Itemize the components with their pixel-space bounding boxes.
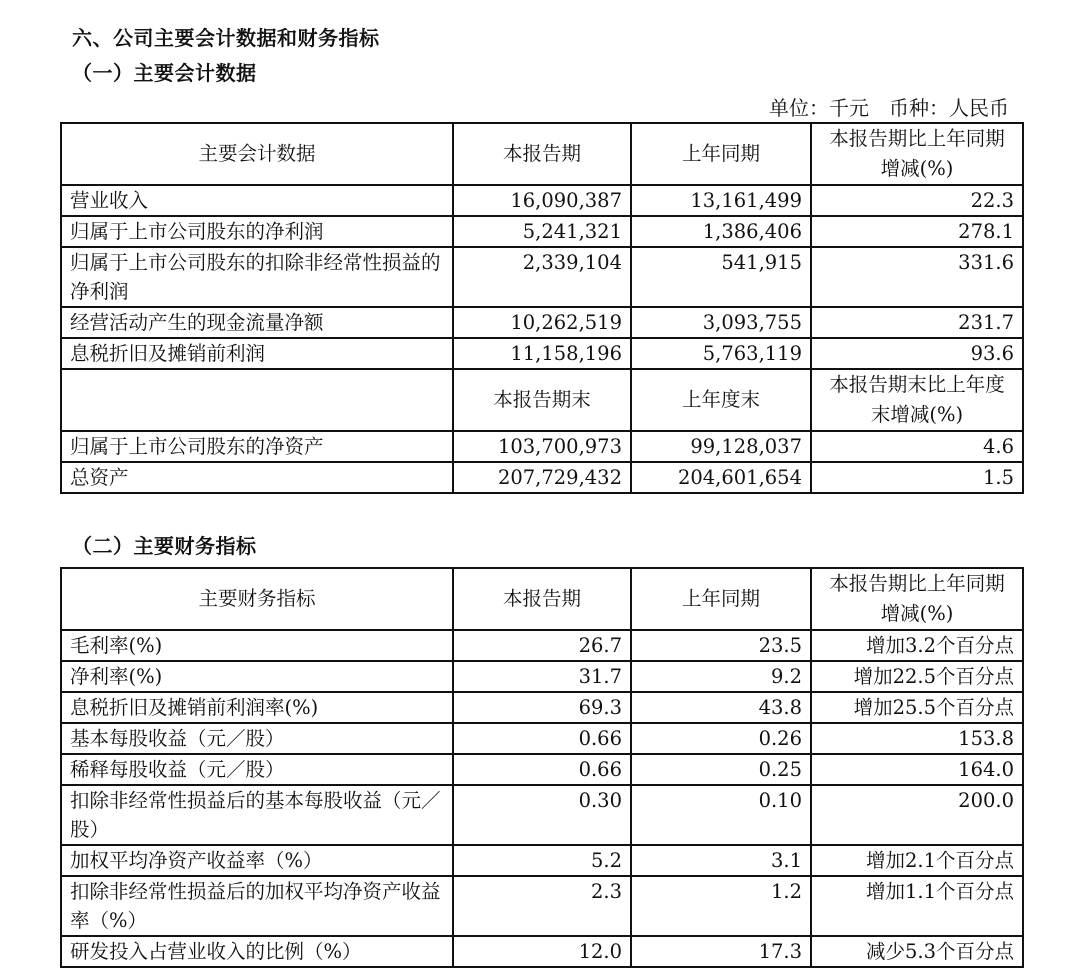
table-row [61,185,1023,216]
table-cell: 增加25.5个百分点 [811,692,1023,723]
table-cell: 16,090,387 [453,185,631,216]
table-cell: 增加2.1个百分点 [811,845,1023,876]
table-row [61,936,1023,967]
table-cell: 营业收入 [61,185,453,216]
table-row [61,216,1023,247]
table-row [61,338,1023,369]
table-cell: 31.7 [453,661,631,692]
header-cell: 主要财务指标 [61,568,453,630]
table-row [61,431,1023,462]
table-cell: 103,700,973 [453,431,631,462]
header-cell: 本报告期比上年同期增减(%) [811,123,1023,185]
table-cell: 9.2 [631,661,811,692]
table-cell: 0.25 [631,754,811,785]
accounting-data-table [60,122,1024,494]
table-row [61,692,1023,723]
header-cell: 上年同期 [631,568,811,630]
table-cell: 0.30 [453,785,631,845]
header-cell [61,369,453,431]
unit-currency-note: 单位：千元 币种：人民币 [769,96,1009,120]
table-cell: 231.7 [811,307,1023,338]
header-cell: 上年度末 [631,369,811,431]
table-cell: 5,241,321 [453,216,631,247]
table-row [61,876,1023,936]
page-heading: 六、公司主要会计数据和财务指标 [72,26,380,50]
table-cell: 1.2 [631,876,811,936]
table-cell: 经营活动产生的现金流量净额 [61,307,453,338]
table-cell: 息税折旧及摊销前利润率(%) [61,692,453,723]
table-cell: 增加22.5个百分点 [811,661,1023,692]
table-row [61,845,1023,876]
header-cell: 本报告期 [453,123,631,185]
table-cell: 12.0 [453,936,631,967]
table-cell: 4.6 [811,431,1023,462]
table-cell: 扣除非经常性损益后的加权平均净资产收益率（%） [61,876,453,936]
header-cell: 主要会计数据 [61,123,453,185]
table-header [61,568,1023,630]
header-cell: 本报告期末比上年度末增减(%) [811,369,1023,431]
table-cell: 0.10 [631,785,811,845]
table-cell: 10,262,519 [453,307,631,338]
table-cell: 0.66 [453,723,631,754]
table-row [61,754,1023,785]
table-cell: 200.0 [811,785,1023,845]
table-header [61,123,1023,185]
table-cell: 扣除非经常性损益后的基本每股收益（元／股） [61,785,453,845]
table-cell: 69.3 [453,692,631,723]
table-cell: 息税折旧及摊销前利润 [61,338,453,369]
table-cell: 总资产 [61,462,453,493]
table-cell: 11,158,196 [453,338,631,369]
table-row [61,462,1023,493]
table-cell: 26.7 [453,630,631,661]
table-cell: 0.66 [453,754,631,785]
table-cell: 204,601,654 [631,462,811,493]
table-cell: 3,093,755 [631,307,811,338]
table-cell: 归属于上市公司股东的净资产 [61,431,453,462]
table-cell: 基本每股收益（元／股） [61,723,453,754]
section2-title: （二）主要财务指标 [72,534,257,558]
table-row [61,630,1023,661]
section1-title: （一）主要会计数据 [72,61,257,85]
table-cell: 增加1.1个百分点 [811,876,1023,936]
table-cell: 93.6 [811,338,1023,369]
table-cell: 归属于上市公司股东的扣除非经常性损益的净利润 [61,247,453,307]
table-subheader [61,369,1023,431]
table-cell: 2.3 [453,876,631,936]
table-cell: 毛利率(%) [61,630,453,661]
table-cell: 3.1 [631,845,811,876]
table-cell: 归属于上市公司股东的净利润 [61,216,453,247]
header-cell: 本报告期 [453,568,631,630]
table-cell: 99,128,037 [631,431,811,462]
table-cell: 17.3 [631,936,811,967]
table-cell: 331.6 [811,247,1023,307]
table-row [61,247,1023,307]
table-cell: 541,915 [631,247,811,307]
table-row [61,723,1023,754]
table-cell: 43.8 [631,692,811,723]
table-cell: 5,763,119 [631,338,811,369]
table-row [61,307,1023,338]
header-cell: 上年同期 [631,123,811,185]
financial-indicators-table [60,567,1024,968]
table-cell: 2,339,104 [453,247,631,307]
table-row [61,661,1023,692]
table-cell: 164.0 [811,754,1023,785]
table-cell: 278.1 [811,216,1023,247]
table-cell: 1.5 [811,462,1023,493]
table-cell: 1,386,406 [631,216,811,247]
header-cell: 本报告期末 [453,369,631,431]
table-cell: 5.2 [453,845,631,876]
header-cell: 本报告期比上年同期增减(%) [811,568,1023,630]
table-cell: 22.3 [811,185,1023,216]
table-cell: 稀释每股收益（元／股） [61,754,453,785]
table-cell: 207,729,432 [453,462,631,493]
table-cell: 0.26 [631,723,811,754]
table-cell: 13,161,499 [631,185,811,216]
table-cell: 净利率(%) [61,661,453,692]
table-cell: 23.5 [631,630,811,661]
table-cell: 153.8 [811,723,1023,754]
table-row [61,785,1023,845]
table-cell: 减少5.3个百分点 [811,936,1023,967]
table-cell: 研发投入占营业收入的比例（%） [61,936,453,967]
table-cell: 增加3.2个百分点 [811,630,1023,661]
table-cell: 加权平均净资产收益率（%） [61,845,453,876]
